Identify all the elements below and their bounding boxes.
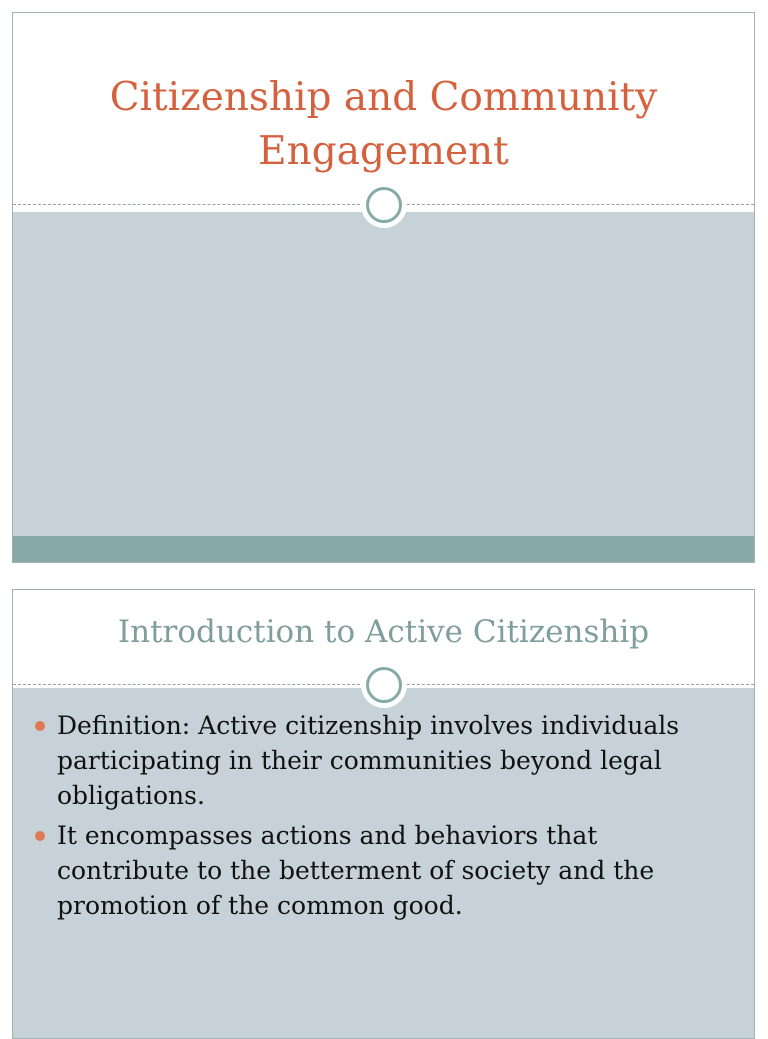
bullet-text: Definition: Active citizenship involves individuals participating in their communities beyond legal obligations. <box>57 711 680 810</box>
slide-title: Introduction to Active Citizenship <box>117 614 650 650</box>
bullet-item <box>33 708 733 813</box>
bullet-list <box>33 708 733 928</box>
bullet-icon <box>35 831 45 841</box>
divider-ring-icon <box>361 662 407 708</box>
title-line-1: Citizenship and Community <box>109 75 658 120</box>
bullet-item <box>33 818 733 923</box>
bullet-icon <box>35 721 45 731</box>
divider-ring-icon <box>361 182 407 228</box>
bullet-text: It encompasses actions and behaviors that contribute to the betterment of society and the promotion of the common good. <box>57 821 655 920</box>
slide-title-page <box>12 12 755 563</box>
footer-bar <box>13 536 754 562</box>
slide-main-title <box>13 71 754 179</box>
title-line-2: Engagement <box>258 129 509 174</box>
slide-introduction <box>12 589 755 1039</box>
